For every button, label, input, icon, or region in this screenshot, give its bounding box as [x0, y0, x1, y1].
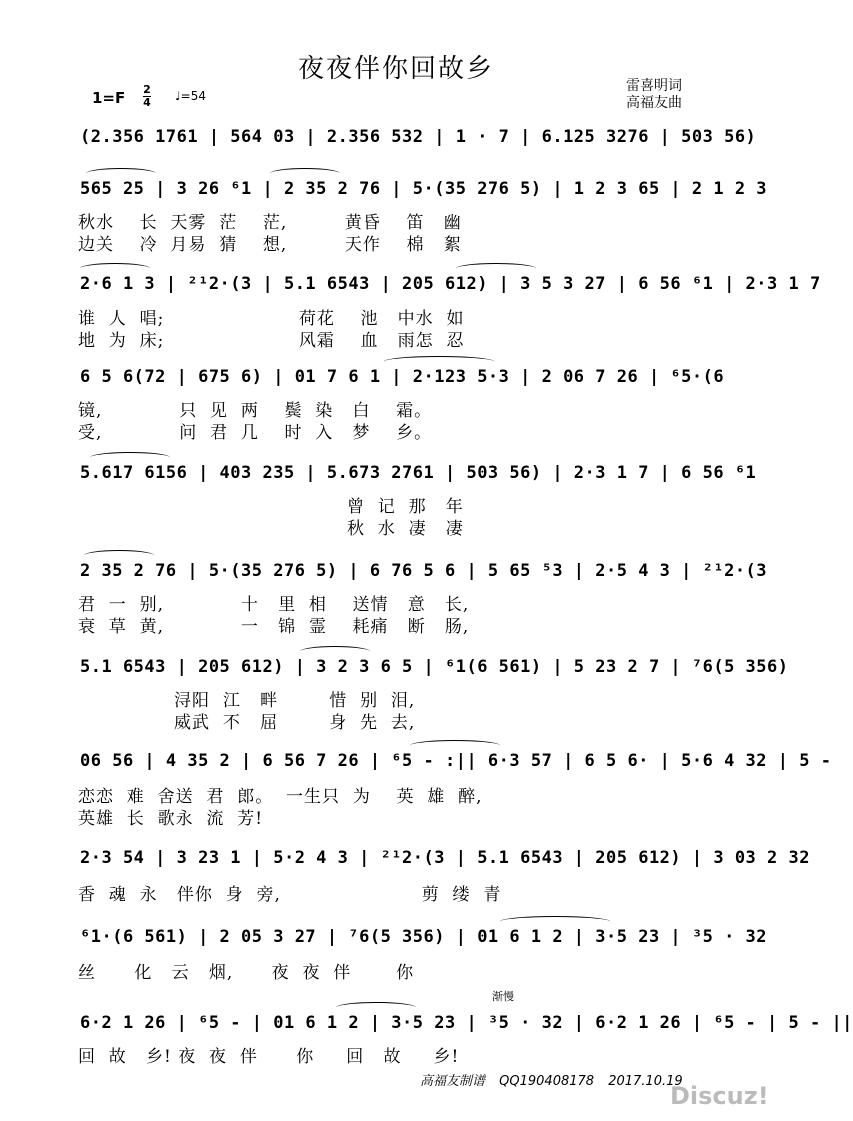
slur-mark: [456, 263, 536, 274]
lyrics-4-verse-2: 受, 问 君 几 时 入 梦 乡。: [78, 423, 433, 443]
footer-qq: QQ190408178: [499, 1074, 595, 1089]
footer-arranger: 高福友制谱: [420, 1074, 486, 1089]
lyrics-6-verse-1: 君 一 别, 十 里 相 送情 意 长,: [78, 595, 470, 615]
footer: [420, 1070, 693, 1089]
lyrics-5-verse-2: 秋 水 凄 凄: [78, 519, 464, 539]
watermark-logo: Discuz!: [670, 1082, 769, 1110]
slur-mark: [86, 168, 156, 179]
meter-bottom: 4: [143, 96, 151, 109]
lyrics-6-verse-2: 衰 草 黄, 一 锦 霊 耗痛 断 肠,: [78, 617, 470, 637]
score-system-7: 5.1 6543 | 205 612) | 3 2 3 6 5 | ⁶1(6 561) | 5 23 2 7 | ⁷6(5 356): [80, 657, 789, 677]
slur-mark: [80, 263, 150, 274]
slur-mark: [84, 550, 154, 561]
lyrics-2-verse-2: 边关 冷 月易 猜 想, 天作 棉 絮: [78, 235, 462, 255]
dynamic-mark: 渐慢: [492, 990, 514, 1003]
slur-mark: [500, 916, 610, 927]
score-system-8: 06 56 | 4 35 2 | 6 56 7 26 | ⁶5 - :|| 6·3 57 | 6 5 6· | 5·6 4 32 | 5 -: [80, 751, 832, 771]
credits: [626, 78, 682, 112]
lyrics-7-verse-2: 威武 不 屈 身 先 去,: [78, 713, 416, 733]
score-system-11: 6·2 1 26 | ⁶5 - | 01 6 1 2 | 3·5 23 | ³5 · 32 | 6·2 1 26 | ⁶5 - | 5 - ||: [80, 1013, 853, 1033]
lyrics-4-verse-1: 镜, 只 见 两 鬓 染 白 霜。: [78, 401, 433, 421]
lyrics-10-verse-1: 丝 化 云 烟, 夜 夜 伴 你: [78, 963, 415, 983]
slur-mark: [336, 1002, 416, 1013]
page-title: 夜夜伴你回故乡: [297, 54, 494, 84]
lyrics-2-verse-1: 秋水 长 天雾 茫 茫, 黄昏 笛 幽: [78, 213, 462, 233]
score-system-6: 2 35 2 76 | 5·(35 276 5) | 6 76 5 6 | 5 65 ⁵3 | 2·5 4 3 | ²¹2·(3: [80, 561, 768, 581]
slur-mark: [270, 168, 340, 179]
lyrics-8-verse-1: 恋恋 难 舍送 君 郎。 一生只 为 英 雄 醉,: [78, 787, 483, 807]
lyrics-3-verse-2: 地 为 床; 风霜 血 雨怎 忍: [78, 331, 465, 351]
score-system-3: 2·6 1 3 | ²¹2·(3 | 5.1 6543 | 205 612) | 3 5 3 27 | 6 56 ⁶1 | 2·3 1 7: [80, 274, 821, 294]
lyrics-9-verse-1: 香 魂 永 伴你 身 旁, 剪 缕 青: [78, 885, 502, 905]
score-system-2: 565 25 | 3 26 ⁶1 | 2 35 2 76 | 5·(35 276 5) | 1 2 3 65 | 2 1 2 3: [80, 179, 768, 199]
slur-mark: [300, 646, 370, 657]
score-system-1: (2.356 1761 | 564 03 | 2.356 532 | 1 · 7 | 6.125 3276 | 503 56): [80, 127, 757, 147]
key-signature: 1=F: [92, 89, 126, 107]
score-system-9: 2·3 54 | 3 23 1 | 5·2 4 3 | ²¹2·(3 | 5.1 6543 | 205 612) | 3 03 2 32: [80, 848, 810, 868]
composer: 高福友曲: [626, 95, 682, 111]
tempo-mark: ♩=54: [175, 89, 206, 103]
slur-mark: [90, 452, 170, 463]
time-signature: [143, 84, 151, 109]
lyrics-8-verse-2: 英雄 长 歌永 流 芳!: [78, 809, 264, 829]
slur-mark: [410, 740, 500, 751]
lyrics-11-verse-1: 回 故 乡! 夜 夜 伴 你 回 故 乡!: [78, 1047, 460, 1067]
score-system-4: 6 5 6(72 | 675 6) | 01 7 6 1 | 2·123 5·3 | 2 06 7 26 | ⁶5·(6: [80, 367, 725, 387]
lyricist: 雷喜明词: [626, 78, 682, 94]
slur-mark: [384, 356, 494, 367]
footer-date: 2017.10.19: [608, 1074, 683, 1089]
lyrics-3-verse-1: 谁 人 唱; 荷花 池 中水 如: [78, 309, 465, 329]
meter-top: 2: [143, 83, 151, 96]
lyrics-5-verse-1: 曾 记 那 年: [78, 497, 464, 517]
score-system-10: ⁶1·(6 561) | 2 05 3 27 | ⁷6(5 356) | 01 6 1 2 | 3·5 23 | ³5 · 32: [80, 927, 768, 947]
lyrics-7-verse-1: 浔阳 江 畔 惜 别 泪,: [78, 691, 416, 711]
score-system-5: 5.617 6156 | 403 235 | 5.673 2761 | 503 56) | 2·3 1 7 | 6 56 ⁶1: [80, 463, 757, 483]
